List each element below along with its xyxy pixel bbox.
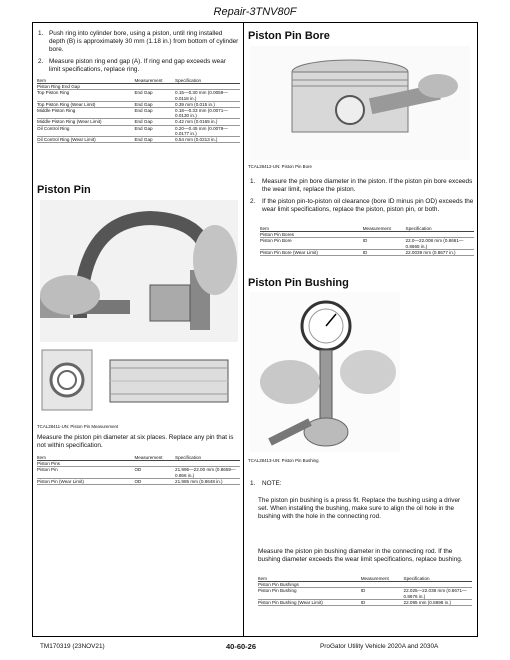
step-1-text: Push ring into cylinder bore, using a piston, until ring installed depth (B) is approximately 30 mm (1.18 in.) from bottom of cylinder bore. [49,30,239,53]
table-cell: 0.54 mm (0.0213 in.) [175,137,240,143]
figure-caption: TCAL28413-UN: Piston Pin Bushing [248,458,319,463]
table-row [258,599,472,605]
bore-step-1-text: Measure the pin bore diameter in the piston. If the piston pin bore exceeds the wear limit, replace the piston. [262,178,473,193]
table-row [37,137,240,143]
table-cell: 22.0039 mm (0.8677 in.) [406,249,474,255]
table-header-cell: Measurement [134,455,175,461]
section-title-piston-pin-bushing: Piston Pin Bushing [248,277,349,289]
note-label: NOTE: [262,480,282,487]
table-header-cell: Measurement [361,576,404,582]
table-cell: Middle Piston Ring (Wear Limit) [37,119,134,125]
table-cell: 0.20—0.45 mm (0.0079—0.0177 in.) [175,125,240,136]
table-cell: ID [363,238,406,249]
footer-page-number: 40-60-26 [226,642,257,651]
bore-step-2-text: If the piston pin-to-piston oil clearance (bore ID minus pin OD) exceeds the wear limit specifications, replace the piston, piston pin, or both. [262,198,474,213]
table-row [37,467,240,478]
table-row [37,90,240,101]
table-cell: 0.39 mm (0.015 in.) [175,101,240,107]
table-cell: OD [134,467,175,478]
table-cell: ID [361,588,404,599]
piston-pin-measurement-image [40,200,238,420]
table-cell: Top Piston Ring (Wear Limit) [37,101,134,107]
step-number: 2. [38,58,44,65]
page-header [0,0,510,24]
table-cell: Piston Pin Bores [260,232,363,238]
table-cell: Middle Piston Ring [37,108,134,119]
table-cell: Piston Pins [37,461,134,467]
section-title-piston-pin-bore: Piston Pin Bore [248,30,330,42]
footer-product: ProGator Utility Vehicle 2020A and 2030A [320,643,439,650]
piston-pin-table [37,455,240,485]
page-title: Repair-3TNV80F [213,6,297,18]
step-2-text: Measure piston ring end gap (A). If ring end gap exceeds wear limit specifications, replace ring. [49,58,226,73]
ring-end-gap-table [37,78,240,143]
piston-pin-bore-image [250,46,470,160]
table-row [258,588,472,599]
table-cell: 22.025—22.038 mm (0.8671—0.8676 in.) [404,588,472,599]
table-cell: Piston Pin Bushing (Wear Limit) [258,599,361,605]
table-cell: ID [361,599,404,605]
table-cell: Piston Ring End Gap [37,84,134,90]
table-cell: OD [134,478,175,484]
table-cell: Piston Pin Bore (Wear Limit) [260,249,363,255]
table-cell: 21.985 mm (0.8648 in.) [175,478,240,484]
table-header-cell: Item [37,455,134,461]
frame-bottom [32,636,478,637]
figure-caption: TCAL28412-UN: Piston Pin Bore [248,164,312,169]
table-header-cell: Measurement [363,226,406,232]
step-number: 2. [250,198,256,205]
table-row [37,119,240,125]
table-row [37,101,240,107]
section-title-piston-pin: Piston Pin [37,184,91,196]
table-cell: End Gap [134,90,175,101]
table-row [37,108,240,119]
table-cell: Oil Control Ring [37,125,134,136]
table-cell: End Gap [134,125,175,136]
table-cell: 21.995—22.00 mm (0.8659—0.866 in.) [175,467,240,478]
table-header-cell: Specification [175,455,240,461]
table-header-cell: Measurement [134,78,175,84]
table-cell: 22.095 mm (0.8698 in.) [404,599,472,605]
bushing-note-text: The piston pin bushing is a press fit. Replace the bushing using a driver set. When installing the bushing, make sure to align the oil hole in the bushing with the hole in the connecting rod. [258,497,461,520]
column-divider [243,22,244,636]
header-rule [32,22,478,23]
frame-right [477,22,478,636]
table-cell: Piston Pin (Wear Limit) [37,478,134,484]
table-header-cell: Item [260,226,363,232]
step-number: 1. [250,178,256,185]
piston-pin-instruction: Measure the piston pin diameter at six places. Replace any pin that is not within specification. [37,434,234,449]
table-row [37,125,240,136]
piston-pin-bushing-image [250,292,400,452]
table-cell: 22.0—22.008 mm (0.8661—0.8665 in.) [406,238,474,249]
step-number: 1. [250,480,256,487]
table-cell: ID [363,249,406,255]
piston-pin-bore-table [260,226,474,256]
table-cell: End Gap [134,108,175,119]
frame-left [32,22,33,636]
table-header-cell: Specification [175,78,240,84]
table-header-cell: Item [37,78,134,84]
table-row [37,478,240,484]
table-cell: Piston Pin Bore [260,238,363,249]
table-header-cell: Specification [406,226,474,232]
table-header-cell: Specification [404,576,472,582]
table-row [260,238,474,249]
table-row [260,249,474,255]
table-cell: Top Piston Ring [37,90,134,101]
table-cell: Piston Pin Bushing [258,588,361,599]
table-cell: 0.18—0.33 mm (0.0071—0.0130 in.) [175,108,240,119]
piston-pin-bushing-table [258,576,472,606]
table-cell: Piston Pin Bushings [258,582,361,588]
footer-doc-id: TM170319 (23NOV21) [40,643,105,650]
table-cell: Oil Control Ring (Wear Limit) [37,137,134,143]
bushing-instruction: Measure the piston pin bushing diameter in the connecting rod. If the bushing diameter exceeds the wear limit specifications, replace bushing. [258,548,463,563]
table-cell: 0.15—0.30 mm (0.0059—0.0118 in.) [175,90,240,101]
step-number: 1. [38,30,44,37]
figure-caption: TCAL28411-UN: Piston Pin Measurement [37,424,119,429]
table-cell: End Gap [134,137,175,143]
table-cell: End Gap [134,119,175,125]
table-header-cell: Item [258,576,361,582]
table-cell: Piston Pin [37,467,134,478]
table-cell: 0.42 mm (0.0165 in.) [175,119,240,125]
table-cell: End Gap [134,101,175,107]
